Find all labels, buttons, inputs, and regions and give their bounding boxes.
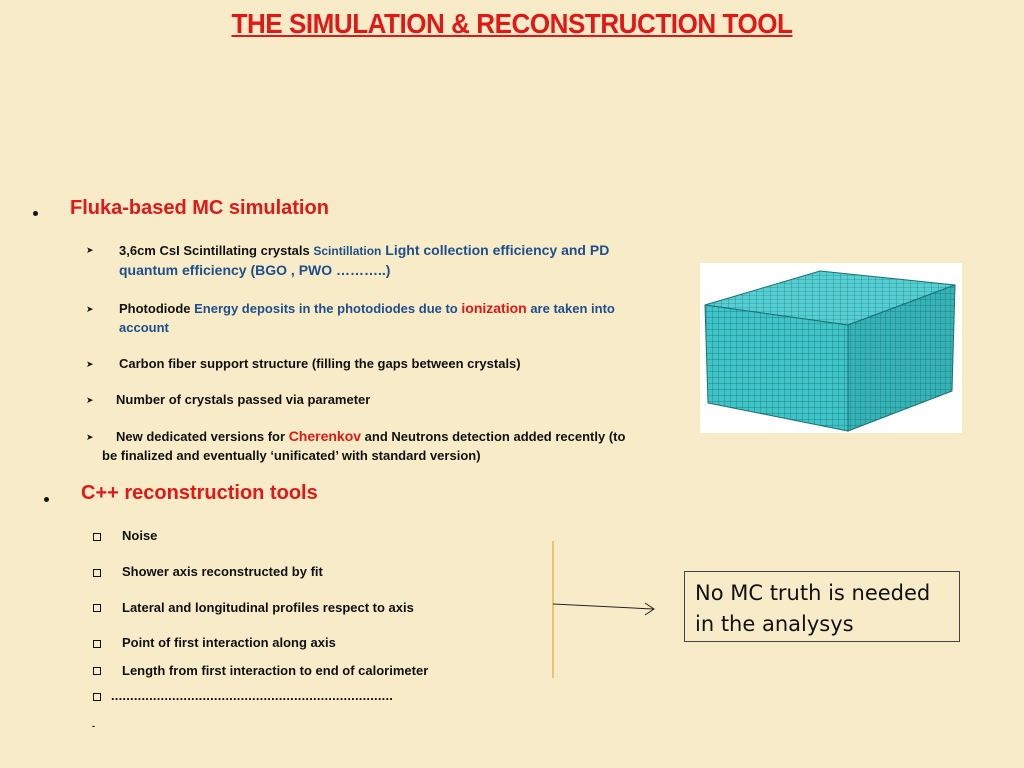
bullet-dot [44,497,49,502]
arrow-bullet-icon: ➤ [86,245,94,255]
item-blue-text: Light collection efficiency and PD [381,242,610,258]
arrow-bullet-icon: ➤ [86,395,94,405]
bullet-dot [33,211,38,216]
square-bullet-icon [93,667,101,675]
arrow-bullet-icon: ➤ [86,432,94,442]
bracket-arrow-connector [545,538,665,683]
list-item: Shower axis reconstructed by fit [122,564,323,579]
calorimeter-cube-mesh-icon [700,263,962,433]
section-heading-reconstruction: C++ reconstruction tools [81,482,318,504]
trailing-mark: - [92,721,95,731]
list-item [116,427,716,446]
item-lead: New dedicated versions for [116,429,286,444]
list-item: Lateral and longitudinal profiles respect to axis [122,600,414,615]
note-box [684,571,960,642]
square-bullet-icon [93,604,101,612]
list-item [119,299,679,337]
list-item [119,241,679,280]
square-bullet-icon [93,693,101,701]
arrow-bullet-icon: ➤ [86,304,94,314]
item-blue-text: Energy deposits in the photodiodes due to [194,301,458,316]
list-item-ellipsis: .......................................................................... [111,688,394,703]
note-line-1: No MC truth is needed [695,581,931,605]
item-lead: 3,6cm CsI Scintillating crystals [119,243,310,258]
item-line2: quantum efficiency (BGO , PWO ………..) [119,262,391,278]
item-red-text: ionization [461,300,527,316]
item-rest: and Neutrons detection added recently (to [364,429,626,444]
item-small-blue: Scintillation [313,244,382,258]
item-red-text: Cherenkov [288,428,362,444]
item-line2: account [119,320,169,335]
section-heading-simulation: Fluka-based MC simulation [70,197,329,219]
square-bullet-icon [93,569,101,577]
list-item: Carbon fiber support structure (filling the gaps between crystals) [119,356,521,371]
note-line-2: in the analysys [695,612,854,636]
calorimeter-cube-image [700,263,962,433]
square-bullet-icon [93,640,101,648]
list-item: Noise [122,528,158,543]
list-item: Point of first interaction along axis [122,635,336,650]
item-line2: be finalized and eventually ‘unificated’ with standard version) [102,448,481,463]
page-title: THE SIMULATION & RECONSTRUCTION TOOL [231,8,793,39]
square-bullet-icon [93,533,101,541]
arrow-bullet-icon: ➤ [86,359,94,369]
list-item: Length from first interaction to end of calorimeter [122,663,429,678]
item-lead: Photodiode [119,301,191,316]
list-item: Number of crystals passed via parameter [116,392,371,407]
item-blue-text: are taken into [530,301,615,316]
